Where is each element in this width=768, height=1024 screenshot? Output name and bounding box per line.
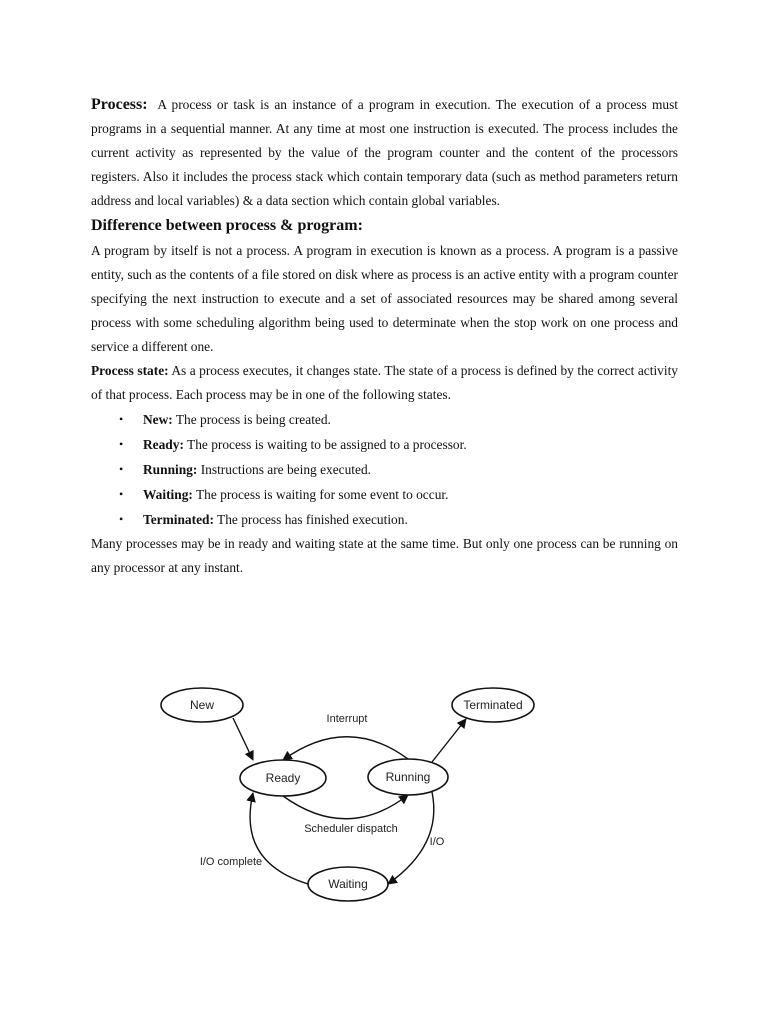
bullet-icon: •	[119, 462, 124, 476]
node-waiting-label: Waiting	[328, 877, 368, 891]
process-paragraph	[91, 93, 678, 213]
list-item	[91, 407, 678, 432]
list-item	[91, 457, 678, 482]
state-desc: Instructions are being executed.	[200, 462, 371, 477]
node-running	[368, 759, 448, 795]
edge-dispatch	[283, 795, 408, 819]
list-item	[91, 507, 678, 532]
process-state-diagram	[155, 680, 535, 910]
node-new-label: New	[189, 698, 215, 712]
node-ready	[240, 760, 326, 796]
node-ready-label: Ready	[265, 771, 301, 785]
process-text: A process or task is an instance of a program in execution. The execution of a process must programs in a sequential manner. At any time at most one instruction is executed. The process includes the current activity as represented by the value of the program counter and the content of the processors registers. Also it includes the process stack which contain temporary data (such as method parameters return address and local variables) & a data section which contain global variables.	[91, 97, 678, 208]
closing-paragraph: Many processes may be in ready and waiting state at the same time. But only one process can be running on any processor at any instant.	[91, 536, 678, 575]
list-item	[91, 432, 678, 457]
difference-paragraph: A program by itself is not a process. A program in execution is known as a process. A program is a passive entity, such as the contents of a file stored on disk where as process is an active entity with a program counter specifying the next instruction to execute and a set of associated resources may be shared among several process with some scheduling algorithm being used to determinate when the stop work on one process and service a different one.	[91, 243, 678, 354]
difference-heading: Difference between process & program:	[91, 217, 363, 234]
process-state-label: Process state:	[91, 363, 169, 378]
node-terminated	[452, 688, 534, 722]
state-desc: The process has finished execution.	[217, 512, 408, 527]
node-new	[161, 688, 243, 722]
state-desc: The process is waiting for some event to occur.	[195, 487, 449, 502]
edge-new-to-ready	[233, 718, 253, 760]
node-terminated-label: Terminated	[463, 698, 523, 712]
state-desc: The process is waiting to be assigned to a processor.	[187, 437, 467, 452]
state-desc: The process is being created.	[175, 412, 331, 427]
state-list	[91, 407, 678, 532]
bullet-icon: •	[119, 487, 124, 501]
edge-dispatch-label: Scheduler dispatch	[304, 823, 398, 835]
edge-interrupt-label: Interrupt	[326, 713, 368, 725]
edge-io-label: I/O	[429, 836, 445, 848]
document-body	[91, 93, 678, 580]
process-state-paragraph	[91, 359, 678, 407]
edge-io	[388, 792, 434, 884]
node-running-label: Running	[385, 770, 431, 784]
state-name: Ready:	[143, 437, 184, 452]
process-heading: Process:	[91, 96, 148, 113]
state-name: Running:	[143, 462, 198, 477]
bullet-icon: •	[119, 412, 124, 426]
edge-interrupt	[283, 737, 408, 760]
bullet-icon: •	[119, 512, 124, 526]
state-name: Waiting:	[143, 487, 193, 502]
edge-io-complete-label: I/O complete	[199, 856, 263, 868]
edge-running-to-terminated	[432, 719, 466, 762]
state-name: Terminated:	[143, 512, 214, 527]
bullet-icon: •	[119, 437, 124, 451]
list-item	[91, 482, 678, 507]
process-state-text: As a process executes, it changes state. The state of a process is defined by the correct activity of that process. Each process may be in one of the following states.	[91, 363, 678, 402]
node-waiting	[308, 867, 388, 901]
state-name: New:	[143, 412, 173, 427]
